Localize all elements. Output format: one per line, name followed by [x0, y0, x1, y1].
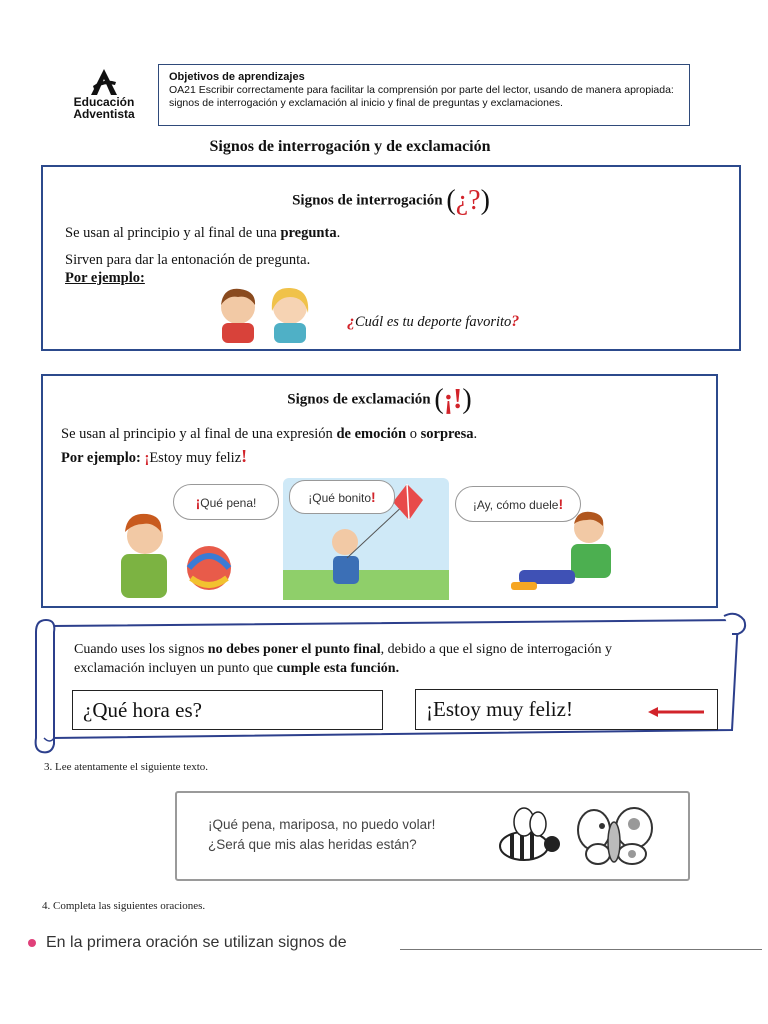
- note-bold2: cumple esta función.: [276, 661, 400, 676]
- exclamation-line1-mid: o: [406, 426, 421, 442]
- speech-bubble: [289, 480, 395, 514]
- poem-line2: ¿Será que mis alas heridas están?: [208, 837, 417, 852]
- kids-illustration: [208, 285, 320, 345]
- exclamation-example-label: Por ejemplo:: [61, 450, 145, 466]
- exclamation-line1-bold2: sorpresa: [420, 426, 474, 442]
- logo-line1: Educación: [73, 95, 135, 109]
- arrow-left-icon: [646, 706, 706, 718]
- note-bold1: no debes poner el punto final: [207, 642, 381, 657]
- bubble-text: Qué bonito: [312, 491, 372, 505]
- exclamation-sign-open: (: [434, 384, 444, 415]
- example-open-exclamation: ¡: [144, 450, 150, 466]
- poem-text: [208, 815, 435, 855]
- interrogation-line1: [65, 225, 340, 242]
- interrogation-example: [347, 313, 519, 331]
- bubble-open: ¡: [308, 491, 313, 505]
- education-adventist-logo: [62, 68, 146, 124]
- exclamation-box: [41, 374, 718, 608]
- completion-sentence-text: En la primera oración se utilizan signos de: [46, 934, 347, 951]
- exclamation-line1-bold1: de emoción: [336, 426, 407, 442]
- interrogation-title-text: Signos de interrogación: [292, 192, 443, 209]
- bubble-close: !: [371, 489, 376, 505]
- bullet-icon: [28, 939, 36, 947]
- exclamation-title: [43, 384, 716, 416]
- objectives-title: Objetivos de aprendizajes: [169, 71, 305, 83]
- interrogation-sign-open: (: [446, 185, 456, 216]
- example-question-box: ¿Qué hora es?: [72, 690, 383, 730]
- logo-line2: Adventista: [73, 107, 135, 121]
- speech-bubble: [173, 484, 279, 520]
- interrogation-example-text: Cuál es tu deporte favorito: [355, 314, 512, 330]
- interrogation-title: [43, 185, 739, 217]
- interrogation-line1-bold: pregunta: [280, 225, 337, 241]
- bee-butterfly-illustration: [494, 800, 664, 870]
- bubble-close: !: [253, 496, 257, 510]
- bubble-close: !: [558, 496, 564, 512]
- exclamation-example-text: Estoy muy feliz: [149, 450, 242, 466]
- exclamation-line1: [61, 426, 477, 443]
- interrogation-sign-close: ): [480, 185, 490, 216]
- interrogation-line2: Sirven para dar la entonación de pregunta.: [65, 252, 311, 268]
- exclamation-line1-post: .: [473, 426, 478, 442]
- page-title: Signos de interrogación y de exclamación: [209, 138, 491, 155]
- instruction-4: 4. Completa las siguientes oraciones.: [42, 900, 206, 912]
- example-exclamation-box: [415, 689, 718, 730]
- note-pre: Cuando uses los signos: [74, 642, 208, 657]
- bubble-text: Qué pena: [200, 496, 254, 510]
- exclamation-example: [61, 446, 247, 467]
- example-close-question: ?: [511, 313, 520, 330]
- interrogation-sign-symbols: ¿?: [455, 185, 481, 216]
- example-open-question: ¿: [347, 313, 355, 330]
- instruction-3: 3. Lee atentamente el siguiente texto.: [44, 761, 209, 773]
- scroll-banner: [32, 612, 748, 756]
- note-mid: , debido a que el signo de interrogación y exclamación incluyen un punto que: [74, 642, 612, 676]
- logo-a-icon: [89, 68, 119, 96]
- poem-line1: ¡Qué pena, mariposa, no puedo volar!: [208, 817, 436, 832]
- note-text: [74, 640, 674, 678]
- speech-bubble: [455, 486, 581, 522]
- bubble-text: Ay, cómo duele: [476, 498, 559, 512]
- exclamation-sign-symbols: ¡!: [443, 384, 463, 415]
- answer-line[interactable]: [400, 949, 762, 950]
- interrogation-line1-pre: Se usan al principio y al final de una: [65, 225, 281, 241]
- bubble-open: ¡: [472, 498, 477, 512]
- exclamation-line1-pre: Se usan al principio y al final de una expresión: [61, 426, 337, 442]
- example-close-exclamation: !: [241, 446, 248, 466]
- objectives-box: [158, 64, 690, 126]
- bubble-open: ¡: [195, 494, 201, 510]
- objectives-text: OA21 Escribir correctamente para facilitar la comprensión por parte del lector, usando de manera apropiada: signos de interrogación y exclamación al inicio y final de preguntas y exclamaciones.: [169, 84, 674, 109]
- exclamation-title-text: Signos de exclamación: [287, 391, 431, 408]
- interrogation-box: [41, 165, 741, 351]
- interrogation-line1-post: .: [336, 225, 341, 241]
- interrogation-example-label: Por ejemplo:: [65, 270, 145, 286]
- exclamation-sign-close: ): [462, 384, 472, 415]
- example-exclamation-text: ¡Estoy muy feliz!: [426, 697, 573, 721]
